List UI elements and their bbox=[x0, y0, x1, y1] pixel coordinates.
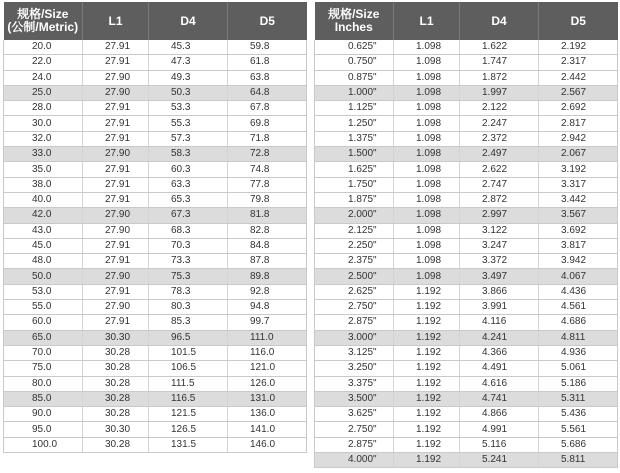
inch-cell-d5: 3.317 bbox=[539, 177, 618, 192]
metric-table-row bbox=[4, 330, 307, 345]
inch-cell-size: 1.875" bbox=[315, 192, 394, 207]
inch-table-row bbox=[315, 376, 618, 391]
inch-cell-size: 3.500" bbox=[315, 391, 394, 406]
metric-cell-size: 95.0 bbox=[4, 422, 83, 437]
metric-cell-d5: 141.0 bbox=[228, 422, 307, 437]
inch-cell-d4: 4.116 bbox=[460, 315, 539, 330]
metric-cell-l1: 30.30 bbox=[83, 422, 149, 437]
metric-cell-d5: 69.8 bbox=[228, 116, 307, 131]
inch-cell-l1: 1.098 bbox=[394, 162, 460, 177]
inch-cell-size: 2.375" bbox=[315, 254, 394, 269]
inch-table-row bbox=[315, 85, 618, 100]
metric-cell-size: 30.0 bbox=[4, 116, 83, 131]
metric-cell-size: 100.0 bbox=[4, 437, 83, 452]
inch-cell-d5: 5.686 bbox=[539, 437, 618, 452]
inch-cell-size: 3.000" bbox=[315, 330, 394, 345]
metric-table-row bbox=[4, 147, 307, 162]
inch-table-row bbox=[315, 40, 618, 55]
inch-header-l1: L1 bbox=[394, 2, 460, 40]
metric-cell-d5: 64.8 bbox=[228, 85, 307, 100]
metric-cell-l1: 27.91 bbox=[83, 131, 149, 146]
inch-cell-d4: 3.497 bbox=[460, 269, 539, 284]
inch-cell-d4: 4.491 bbox=[460, 361, 539, 376]
metric-cell-size: 55.0 bbox=[4, 300, 83, 315]
metric-cell-d4: 55.3 bbox=[149, 116, 228, 131]
inch-cell-d4: 1.747 bbox=[460, 55, 539, 70]
metric-cell-d4: 101.5 bbox=[149, 345, 228, 360]
metric-cell-d4: 73.3 bbox=[149, 254, 228, 269]
metric-cell-l1: 27.91 bbox=[83, 177, 149, 192]
inch-cell-l1: 1.192 bbox=[394, 284, 460, 299]
metric-cell-d5: 67.8 bbox=[228, 101, 307, 116]
inch-cell-d4: 1.997 bbox=[460, 85, 539, 100]
inch-cell-d5: 3.692 bbox=[539, 223, 618, 238]
metric-cell-d5: 59.8 bbox=[228, 40, 307, 55]
inch-cell-l1: 1.098 bbox=[394, 269, 460, 284]
inch-cell-d4: 2.747 bbox=[460, 177, 539, 192]
metric-table-row bbox=[4, 315, 307, 330]
metric-cell-d5: 84.8 bbox=[228, 238, 307, 253]
metric-table-row bbox=[4, 284, 307, 299]
metric-cell-d4: 57.3 bbox=[149, 131, 228, 146]
inch-cell-d4: 2.622 bbox=[460, 162, 539, 177]
metric-cell-d5: 63.8 bbox=[228, 70, 307, 85]
metric-cell-d5: 136.0 bbox=[228, 407, 307, 422]
metric-cell-d5: 126.0 bbox=[228, 376, 307, 391]
inch-table-row bbox=[315, 422, 618, 437]
inch-cell-d4: 5.241 bbox=[460, 453, 539, 468]
metric-table-row bbox=[4, 55, 307, 70]
metric-table-row bbox=[4, 131, 307, 146]
inch-table-row bbox=[315, 131, 618, 146]
metric-table-row bbox=[4, 254, 307, 269]
metric-cell-d5: 94.8 bbox=[228, 300, 307, 315]
inch-cell-d5: 5.436 bbox=[539, 407, 618, 422]
metric-table-row bbox=[4, 361, 307, 376]
inch-cell-d5: 2.567 bbox=[539, 85, 618, 100]
inch-cell-d5: 2.692 bbox=[539, 101, 618, 116]
inch-header-d4: D4 bbox=[460, 2, 539, 40]
metric-cell-size: 50.0 bbox=[4, 269, 83, 284]
inch-cell-d4: 1.872 bbox=[460, 70, 539, 85]
inch-header-size-line1: 规格/Size bbox=[328, 7, 380, 21]
metric-cell-size: 75.0 bbox=[4, 361, 83, 376]
inch-size-table bbox=[314, 2, 618, 468]
inch-cell-l1: 1.098 bbox=[394, 177, 460, 192]
inch-cell-d5: 3.567 bbox=[539, 208, 618, 223]
metric-cell-d5: 99.7 bbox=[228, 315, 307, 330]
inch-cell-size: 0.875" bbox=[315, 70, 394, 85]
metric-cell-size: 65.0 bbox=[4, 330, 83, 345]
inch-cell-size: 2.125" bbox=[315, 223, 394, 238]
inch-cell-d4: 3.247 bbox=[460, 238, 539, 253]
inch-cell-size: 2.250" bbox=[315, 238, 394, 253]
metric-table-row bbox=[4, 376, 307, 391]
inch-cell-d5: 3.192 bbox=[539, 162, 618, 177]
metric-cell-size: 22.0 bbox=[4, 55, 83, 70]
inch-cell-size: 4.000" bbox=[315, 453, 394, 468]
inch-cell-d5: 5.311 bbox=[539, 391, 618, 406]
inch-cell-d5: 2.817 bbox=[539, 116, 618, 131]
inch-cell-l1: 1.098 bbox=[394, 85, 460, 100]
inch-cell-size: 2.500" bbox=[315, 269, 394, 284]
inch-table-row bbox=[315, 453, 618, 468]
inch-cell-l1: 1.192 bbox=[394, 300, 460, 315]
inch-cell-size: 3.375" bbox=[315, 376, 394, 391]
metric-cell-size: 80.0 bbox=[4, 376, 83, 391]
metric-cell-l1: 27.91 bbox=[83, 238, 149, 253]
metric-cell-l1: 27.90 bbox=[83, 208, 149, 223]
metric-table-row bbox=[4, 269, 307, 284]
metric-cell-l1: 27.91 bbox=[83, 55, 149, 70]
inch-cell-d5: 3.442 bbox=[539, 192, 618, 207]
metric-cell-size: 45.0 bbox=[4, 238, 83, 253]
inch-cell-d4: 2.372 bbox=[460, 131, 539, 146]
metric-cell-d5: 72.8 bbox=[228, 147, 307, 162]
metric-cell-d5: 61.8 bbox=[228, 55, 307, 70]
metric-cell-d4: 67.3 bbox=[149, 208, 228, 223]
metric-cell-size: 40.0 bbox=[4, 192, 83, 207]
inch-cell-d4: 2.122 bbox=[460, 101, 539, 116]
inch-cell-d4: 3.372 bbox=[460, 254, 539, 269]
metric-cell-size: 25.0 bbox=[4, 85, 83, 100]
inch-table-header-row bbox=[315, 2, 618, 40]
metric-cell-l1: 27.91 bbox=[83, 101, 149, 116]
inch-cell-d5: 5.561 bbox=[539, 422, 618, 437]
metric-cell-size: 32.0 bbox=[4, 131, 83, 146]
metric-cell-d5: 82.8 bbox=[228, 223, 307, 238]
inch-cell-d4: 2.247 bbox=[460, 116, 539, 131]
metric-cell-l1: 30.28 bbox=[83, 407, 149, 422]
metric-cell-l1: 27.91 bbox=[83, 192, 149, 207]
inch-cell-d5: 3.817 bbox=[539, 238, 618, 253]
metric-table-row bbox=[4, 101, 307, 116]
metric-cell-size: 35.0 bbox=[4, 162, 83, 177]
inch-table-row bbox=[315, 101, 618, 116]
inch-cell-size: 0.750" bbox=[315, 55, 394, 70]
inch-cell-l1: 1.098 bbox=[394, 223, 460, 238]
inch-header-size-line2: Inches bbox=[334, 20, 373, 34]
metric-cell-l1: 27.91 bbox=[83, 162, 149, 177]
inch-cell-d5: 3.942 bbox=[539, 254, 618, 269]
inch-cell-size: 0.625" bbox=[315, 40, 394, 55]
inch-cell-size: 3.250" bbox=[315, 361, 394, 376]
inch-cell-d4: 4.616 bbox=[460, 376, 539, 391]
metric-cell-d4: 60.3 bbox=[149, 162, 228, 177]
metric-cell-d4: 96.5 bbox=[149, 330, 228, 345]
metric-cell-d4: 121.5 bbox=[149, 407, 228, 422]
metric-cell-size: 90.0 bbox=[4, 407, 83, 422]
metric-cell-d4: 85.3 bbox=[149, 315, 228, 330]
metric-table-row bbox=[4, 116, 307, 131]
metric-cell-l1: 30.28 bbox=[83, 391, 149, 406]
metric-size-table bbox=[3, 2, 307, 453]
metric-cell-d5: 89.8 bbox=[228, 269, 307, 284]
metric-cell-d5: 121.0 bbox=[228, 361, 307, 376]
metric-cell-d4: 45.3 bbox=[149, 40, 228, 55]
metric-cell-d4: 53.3 bbox=[149, 101, 228, 116]
metric-table-row bbox=[4, 437, 307, 452]
metric-cell-d5: 131.0 bbox=[228, 391, 307, 406]
inch-cell-d5: 5.811 bbox=[539, 453, 618, 468]
inch-cell-d5: 5.061 bbox=[539, 361, 618, 376]
inch-cell-size: 2.625" bbox=[315, 284, 394, 299]
inch-cell-l1: 1.192 bbox=[394, 345, 460, 360]
inch-cell-d4: 3.866 bbox=[460, 284, 539, 299]
inch-cell-d4: 4.866 bbox=[460, 407, 539, 422]
inch-table-row bbox=[315, 315, 618, 330]
inch-cell-l1: 1.098 bbox=[394, 116, 460, 131]
metric-cell-d5: 146.0 bbox=[228, 437, 307, 452]
metric-table-row bbox=[4, 238, 307, 253]
inch-table-row bbox=[315, 70, 618, 85]
metric-table-row bbox=[4, 345, 307, 360]
inch-table-row bbox=[315, 177, 618, 192]
inch-cell-size: 2.000" bbox=[315, 208, 394, 223]
metric-cell-d4: 68.3 bbox=[149, 223, 228, 238]
metric-cell-d5: 77.8 bbox=[228, 177, 307, 192]
metric-cell-d4: 47.3 bbox=[149, 55, 228, 70]
metric-table-row bbox=[4, 70, 307, 85]
inch-cell-size: 1.750" bbox=[315, 177, 394, 192]
metric-cell-d4: 126.5 bbox=[149, 422, 228, 437]
inch-table-row bbox=[315, 345, 618, 360]
inch-table-row bbox=[315, 437, 618, 452]
inch-cell-l1: 1.098 bbox=[394, 147, 460, 162]
metric-cell-size: 38.0 bbox=[4, 177, 83, 192]
inch-table-row bbox=[315, 407, 618, 422]
inch-header-size bbox=[315, 2, 394, 40]
metric-header-d4: D4 bbox=[149, 2, 228, 40]
metric-cell-d4: 78.3 bbox=[149, 284, 228, 299]
inch-cell-size: 2.875" bbox=[315, 437, 394, 452]
metric-cell-d5: 92.8 bbox=[228, 284, 307, 299]
inch-cell-l1: 1.098 bbox=[394, 208, 460, 223]
metric-cell-size: 60.0 bbox=[4, 315, 83, 330]
metric-cell-l1: 27.90 bbox=[83, 70, 149, 85]
metric-cell-d5: 71.8 bbox=[228, 131, 307, 146]
inch-cell-l1: 1.098 bbox=[394, 55, 460, 70]
inch-cell-l1: 1.192 bbox=[394, 391, 460, 406]
inch-table-row bbox=[315, 223, 618, 238]
metric-cell-l1: 27.90 bbox=[83, 223, 149, 238]
metric-cell-d4: 50.3 bbox=[149, 85, 228, 100]
inch-cell-d5: 4.436 bbox=[539, 284, 618, 299]
inch-cell-d4: 5.116 bbox=[460, 437, 539, 452]
inch-cell-size: 1.625" bbox=[315, 162, 394, 177]
inch-table-row bbox=[315, 192, 618, 207]
inch-cell-d5: 4.561 bbox=[539, 300, 618, 315]
metric-table-row bbox=[4, 40, 307, 55]
inch-cell-size: 3.125" bbox=[315, 345, 394, 360]
metric-table-row bbox=[4, 162, 307, 177]
metric-cell-l1: 27.91 bbox=[83, 284, 149, 299]
inch-table-row bbox=[315, 361, 618, 376]
metric-table-row bbox=[4, 391, 307, 406]
metric-cell-l1: 27.91 bbox=[83, 116, 149, 131]
metric-cell-d4: 80.3 bbox=[149, 300, 228, 315]
inch-cell-size: 3.625" bbox=[315, 407, 394, 422]
metric-cell-l1: 27.90 bbox=[83, 85, 149, 100]
inch-cell-d5: 5.186 bbox=[539, 376, 618, 391]
metric-cell-d4: 75.3 bbox=[149, 269, 228, 284]
metric-cell-d4: 70.3 bbox=[149, 238, 228, 253]
metric-cell-l1: 27.91 bbox=[83, 40, 149, 55]
metric-cell-d5: 116.0 bbox=[228, 345, 307, 360]
inch-cell-l1: 1.192 bbox=[394, 422, 460, 437]
metric-table-row bbox=[4, 177, 307, 192]
metric-table-row bbox=[4, 223, 307, 238]
inch-cell-l1: 1.192 bbox=[394, 407, 460, 422]
metric-cell-size: 20.0 bbox=[4, 40, 83, 55]
inch-cell-d4: 2.997 bbox=[460, 208, 539, 223]
inch-table-row bbox=[315, 147, 618, 162]
metric-cell-d4: 131.5 bbox=[149, 437, 228, 452]
metric-cell-size: 85.0 bbox=[4, 391, 83, 406]
inch-cell-size: 1.000" bbox=[315, 85, 394, 100]
metric-table-row bbox=[4, 422, 307, 437]
metric-table-header-row bbox=[4, 2, 307, 40]
metric-cell-size: 24.0 bbox=[4, 70, 83, 85]
metric-cell-d4: 58.3 bbox=[149, 147, 228, 162]
inch-cell-l1: 1.098 bbox=[394, 101, 460, 116]
inch-cell-l1: 1.192 bbox=[394, 437, 460, 452]
metric-cell-size: 33.0 bbox=[4, 147, 83, 162]
metric-cell-size: 70.0 bbox=[4, 345, 83, 360]
inch-table-row bbox=[315, 269, 618, 284]
metric-cell-l1: 27.90 bbox=[83, 269, 149, 284]
metric-cell-l1: 27.90 bbox=[83, 147, 149, 162]
metric-header-size-line2: (公制/Metric) bbox=[7, 20, 79, 34]
metric-header-size bbox=[4, 2, 83, 40]
inch-cell-l1: 1.192 bbox=[394, 330, 460, 345]
metric-cell-l1: 27.91 bbox=[83, 315, 149, 330]
inch-header-d5: D5 bbox=[539, 2, 618, 40]
inch-cell-d4: 4.366 bbox=[460, 345, 539, 360]
inch-cell-d4: 1.622 bbox=[460, 40, 539, 55]
inch-cell-size: 1.375" bbox=[315, 131, 394, 146]
metric-header-size-line1: 规格/Size bbox=[17, 7, 69, 21]
inch-cell-d4: 2.497 bbox=[460, 147, 539, 162]
inch-table-row bbox=[315, 330, 618, 345]
metric-table-row bbox=[4, 407, 307, 422]
metric-header-d5: D5 bbox=[228, 2, 307, 40]
inch-cell-d4: 4.991 bbox=[460, 422, 539, 437]
metric-cell-d5: 87.8 bbox=[228, 254, 307, 269]
inch-table-row bbox=[315, 254, 618, 269]
inch-cell-d5: 4.067 bbox=[539, 269, 618, 284]
metric-cell-l1: 30.28 bbox=[83, 345, 149, 360]
metric-table-row bbox=[4, 208, 307, 223]
inch-cell-l1: 1.192 bbox=[394, 315, 460, 330]
inch-cell-l1: 1.098 bbox=[394, 254, 460, 269]
inch-cell-l1: 1.098 bbox=[394, 131, 460, 146]
inch-cell-d4: 4.741 bbox=[460, 391, 539, 406]
inch-cell-l1: 1.098 bbox=[394, 192, 460, 207]
metric-cell-l1: 30.30 bbox=[83, 330, 149, 345]
metric-cell-l1: 27.91 bbox=[83, 254, 149, 269]
inch-table-row bbox=[315, 116, 618, 131]
metric-cell-size: 42.0 bbox=[4, 208, 83, 223]
metric-cell-size: 48.0 bbox=[4, 254, 83, 269]
inch-table-row bbox=[315, 55, 618, 70]
inch-cell-d5: 4.811 bbox=[539, 330, 618, 345]
metric-header-l1: L1 bbox=[83, 2, 149, 40]
metric-table-row bbox=[4, 192, 307, 207]
inch-cell-l1: 1.192 bbox=[394, 453, 460, 468]
inch-cell-size: 1.500" bbox=[315, 147, 394, 162]
inch-cell-size: 2.750" bbox=[315, 300, 394, 315]
inch-cell-d4: 2.872 bbox=[460, 192, 539, 207]
inch-cell-d5: 2.067 bbox=[539, 147, 618, 162]
inch-table-row bbox=[315, 238, 618, 253]
metric-cell-d5: 111.0 bbox=[228, 330, 307, 345]
metric-cell-d4: 65.3 bbox=[149, 192, 228, 207]
inch-cell-d5: 2.942 bbox=[539, 131, 618, 146]
metric-cell-d5: 79.8 bbox=[228, 192, 307, 207]
inch-table-row bbox=[315, 391, 618, 406]
metric-cell-d5: 81.8 bbox=[228, 208, 307, 223]
metric-cell-l1: 30.28 bbox=[83, 376, 149, 391]
inch-cell-size: 1.125" bbox=[315, 101, 394, 116]
metric-table-row bbox=[4, 85, 307, 100]
inch-cell-size: 2.750" bbox=[315, 422, 394, 437]
inch-table-row bbox=[315, 162, 618, 177]
metric-cell-size: 53.0 bbox=[4, 284, 83, 299]
metric-cell-d4: 106.5 bbox=[149, 361, 228, 376]
metric-cell-l1: 27.90 bbox=[83, 300, 149, 315]
metric-cell-d4: 63.3 bbox=[149, 177, 228, 192]
inch-cell-d5: 2.442 bbox=[539, 70, 618, 85]
inch-cell-d5: 4.936 bbox=[539, 345, 618, 360]
inch-cell-d5: 4.686 bbox=[539, 315, 618, 330]
inch-cell-d5: 2.192 bbox=[539, 40, 618, 55]
metric-cell-l1: 30.28 bbox=[83, 361, 149, 376]
inch-cell-d4: 3.991 bbox=[460, 300, 539, 315]
inch-cell-l1: 1.192 bbox=[394, 376, 460, 391]
inch-cell-size: 1.250" bbox=[315, 116, 394, 131]
metric-cell-d4: 111.5 bbox=[149, 376, 228, 391]
metric-cell-size: 43.0 bbox=[4, 223, 83, 238]
inch-table-row bbox=[315, 284, 618, 299]
inch-table-row bbox=[315, 208, 618, 223]
metric-cell-l1: 30.28 bbox=[83, 437, 149, 452]
metric-table-row bbox=[4, 300, 307, 315]
metric-cell-d4: 116.5 bbox=[149, 391, 228, 406]
inch-cell-d4: 3.122 bbox=[460, 223, 539, 238]
inch-cell-l1: 1.098 bbox=[394, 70, 460, 85]
inch-cell-l1: 1.192 bbox=[394, 361, 460, 376]
metric-cell-d5: 74.8 bbox=[228, 162, 307, 177]
metric-cell-size: 28.0 bbox=[4, 101, 83, 116]
inch-cell-d4: 4.241 bbox=[460, 330, 539, 345]
inch-cell-d5: 2.317 bbox=[539, 55, 618, 70]
inch-table-row bbox=[315, 300, 618, 315]
metric-cell-d4: 49.3 bbox=[149, 70, 228, 85]
inch-cell-l1: 1.098 bbox=[394, 238, 460, 253]
inch-cell-size: 2.875" bbox=[315, 315, 394, 330]
inch-cell-l1: 1.098 bbox=[394, 40, 460, 55]
